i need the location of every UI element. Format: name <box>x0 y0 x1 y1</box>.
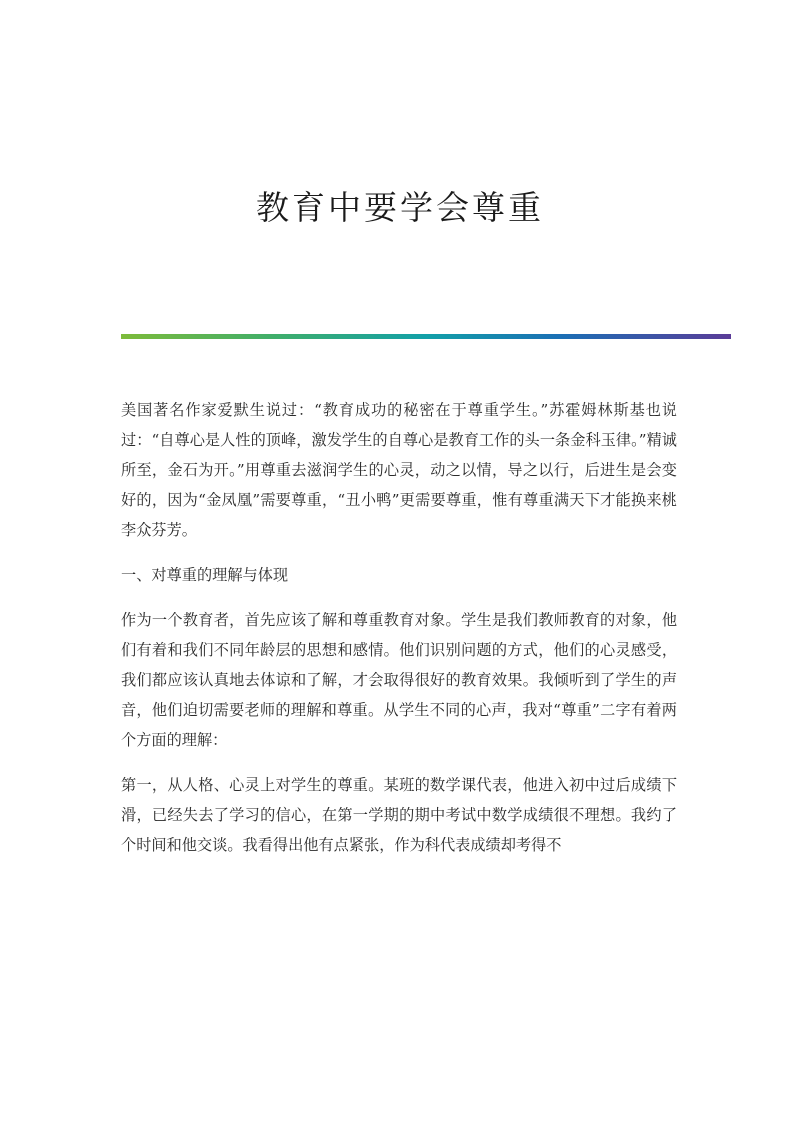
title-divider <box>121 334 731 339</box>
body-paragraph: 作为一个教育者，首先应该了解和尊重教育对象。学生是我们教师教育的对象，他们有着和我们不同年龄层的思想和感情。他们识别问题的方式，他们的心灵感受，我们都应该认真地去体谅和了解，才会取得很好的教育效果。我倾听到了学生的声音，他们迫切需要老师的理解和尊重。从学生不同的心声，我对“尊重”二字有着两个方面的理解： <box>121 611 677 749</box>
page-title: 教育中要学会尊重 <box>256 188 544 227</box>
intro-paragraph: 美国著名作家爱默生说过：“教育成功的秘密在于尊重学生。”苏霍姆林斯基也说过：“自尊心是人性的顶峰，激发学生的自尊心是教育工作的头一条金科玉律。”精诚所至，金石为开。”用尊重去滋润学生的心灵，动之以情，导之以行，后进生是会变好的，因为“金凤凰”需要尊重，“丑小鸭”更需要尊重，惟有尊重满天下才能换来桃李众芬芳。 <box>121 401 677 539</box>
body-paragraph: 第一，从人格、心灵上对学生的尊重。某班的数学课代表，他进入初中过后成绩下滑，已经失去了学习的信心，在第一学期的期中考试中数学成绩很不理想。我约了个时间和他交谈。我看得出他有点紧张，作为科代表成绩却考得不 <box>121 776 677 854</box>
section-heading: 一、对尊重的理解与体现 <box>121 566 289 584</box>
document-body <box>121 395 677 875</box>
